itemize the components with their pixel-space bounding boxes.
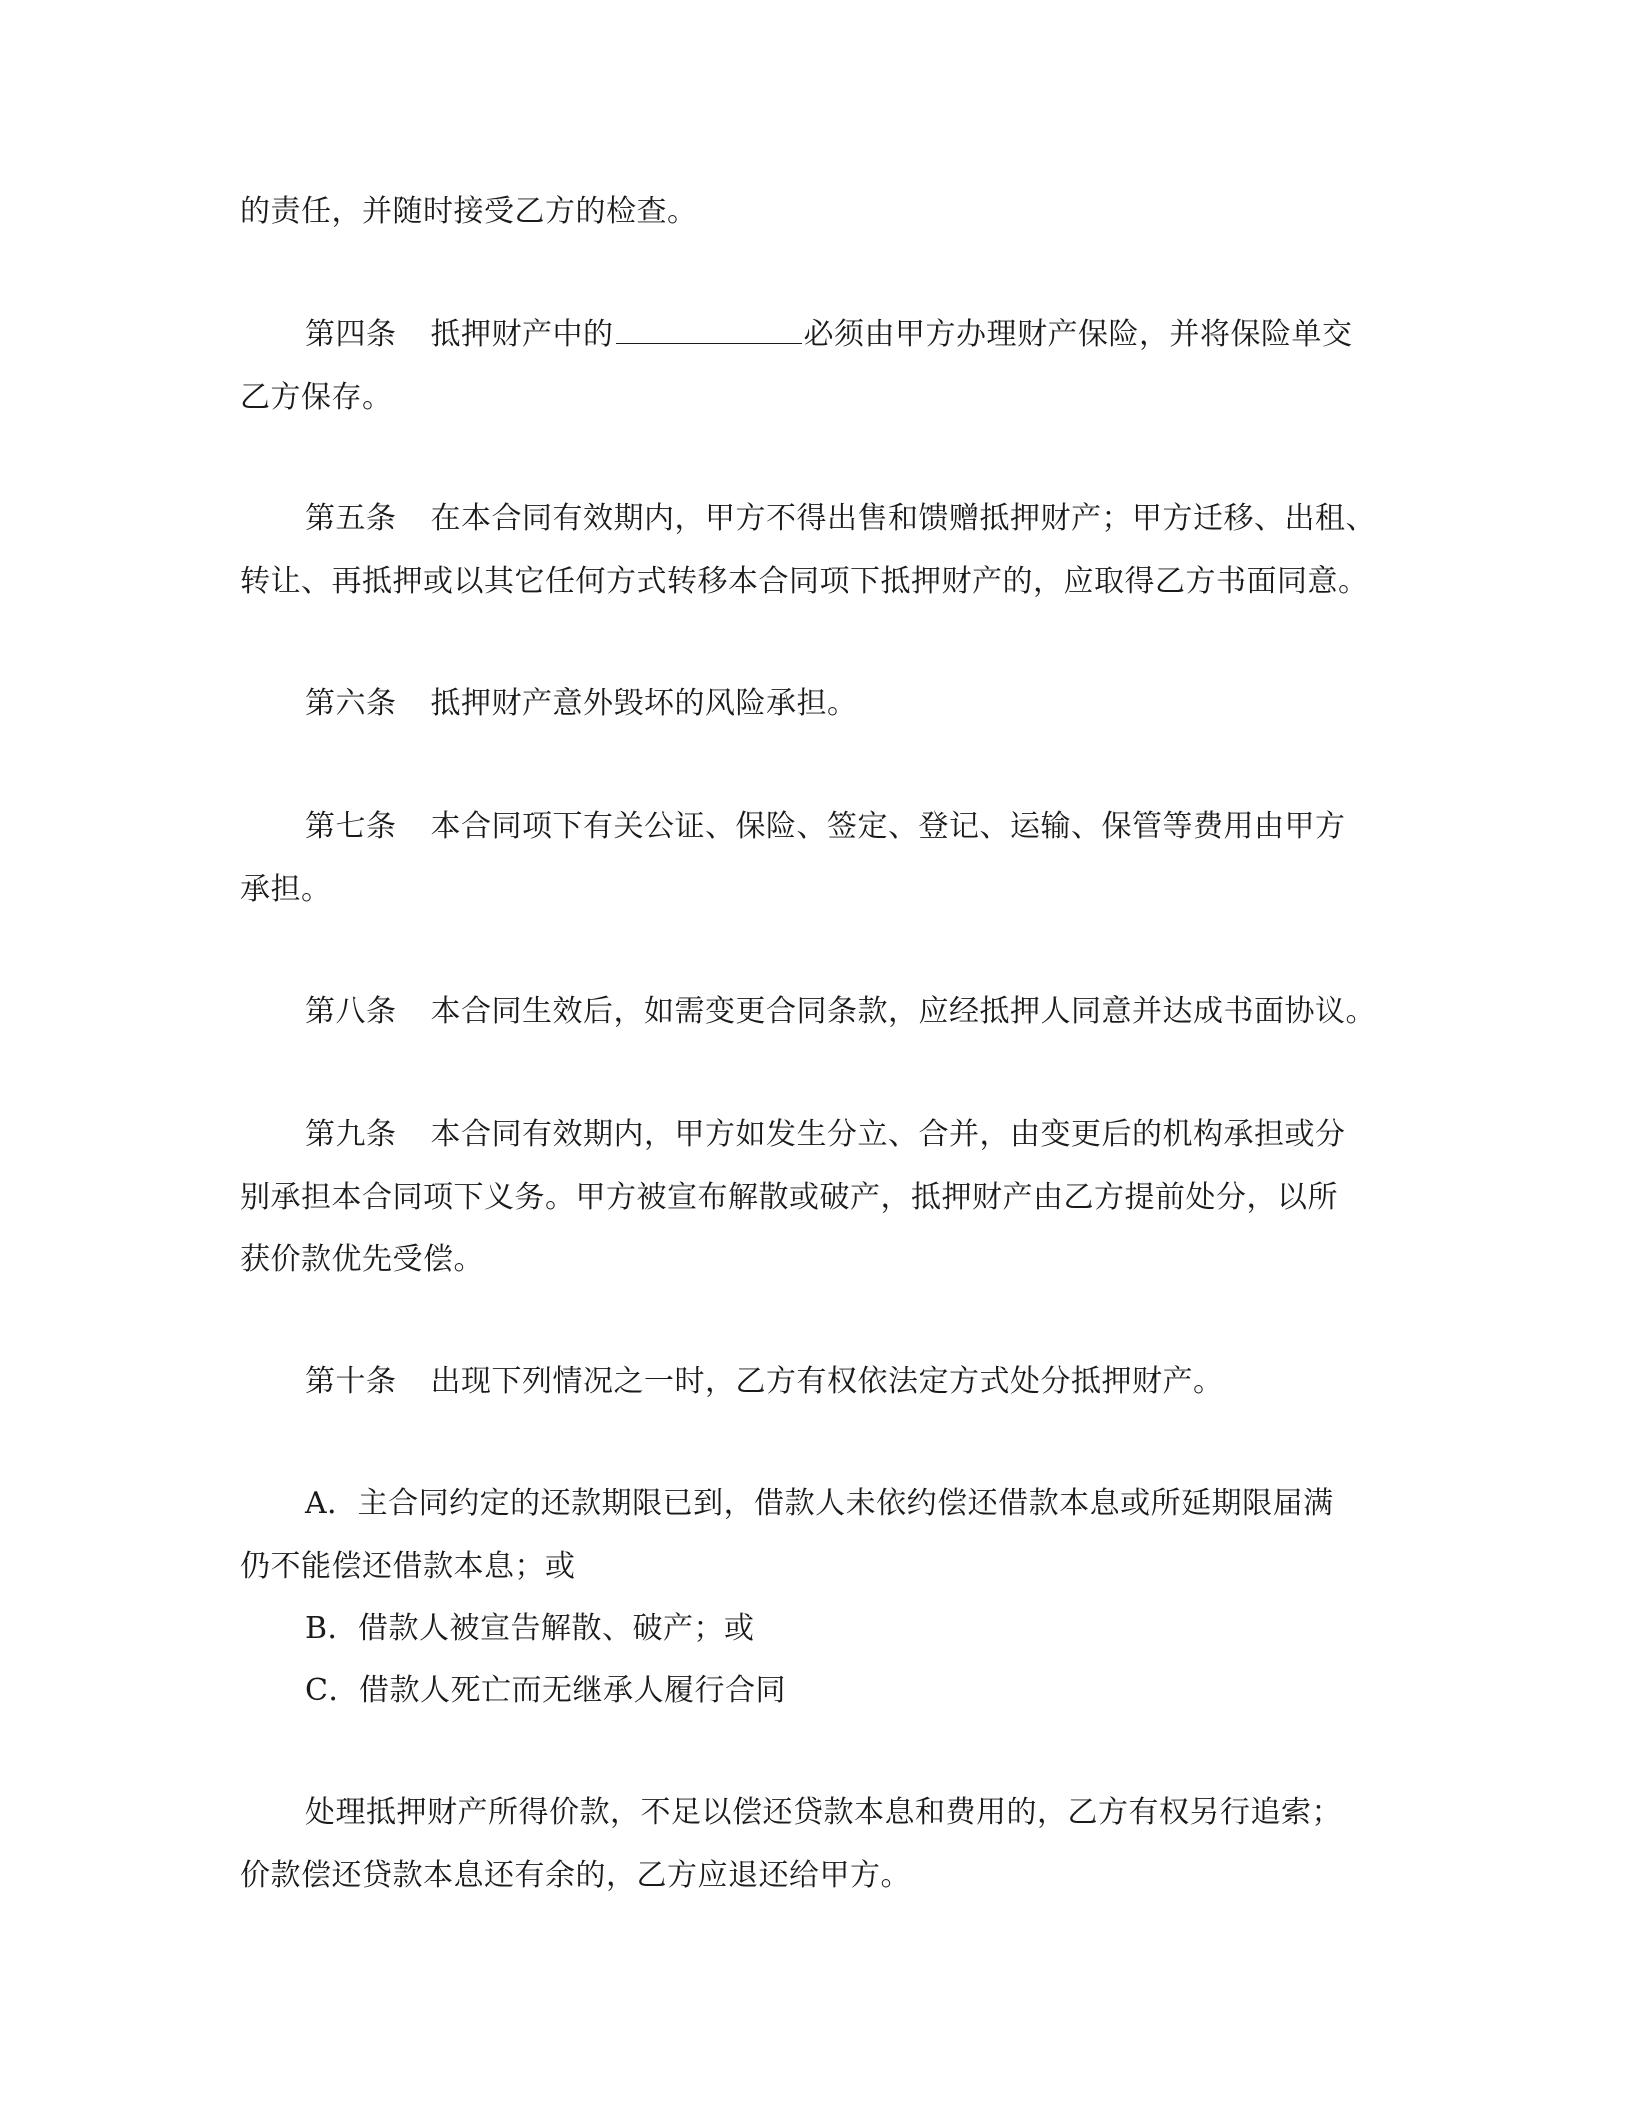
article-9	[305, 1115, 1390, 1155]
text-line: 出现下列情况之一时，乙方有权依法定方式处分抵押财产。	[430, 1364, 1224, 1399]
fill-in-blank	[616, 315, 802, 344]
text-line: 转让、再抵押或以其它任何方式转移本合同项下抵押财产的，应取得乙方书面同意。	[240, 564, 1369, 599]
text-line: C．借款人死亡而无继承人履行合同	[305, 1673, 786, 1708]
article-5	[305, 499, 1390, 539]
text-line: 抵押财产意外毁坏的风险承担。	[430, 686, 858, 721]
article-label: 第六条	[305, 686, 397, 721]
final-paragraph	[305, 1793, 1390, 1833]
article-label: 第十条	[305, 1364, 397, 1399]
article-10	[305, 1362, 1390, 1402]
article-4-line-2	[240, 378, 1390, 418]
article-9-line-2	[240, 1178, 1390, 1218]
paragraph-continuation	[240, 192, 1390, 232]
article-8	[305, 992, 1390, 1032]
article-5-line-2	[240, 562, 1390, 602]
article-7	[305, 807, 1390, 847]
article-label: 第四条	[305, 317, 397, 352]
text-line: 别承担本合同项下义务。甲方被宣布解散或破产，抵押财产由乙方提前处分，以所	[240, 1180, 1338, 1215]
article-9-line-3	[240, 1240, 1390, 1280]
text-line: 的责任，并随时接受乙方的检查。	[240, 194, 698, 229]
text-line: 本合同生效后，如需变更合同条款，应经抵押人同意并达成书面协议。	[430, 994, 1376, 1029]
text-line: B．借款人被宣告解散、破产；或	[305, 1611, 755, 1646]
text-line: 在本合同有效期内，甲方不得出售和馈赠抵押财产；甲方迁移、出租、	[430, 501, 1376, 536]
article-6	[305, 684, 1390, 724]
item-c	[305, 1671, 1390, 1711]
text-line: 仍不能偿还借款本息；或	[240, 1549, 576, 1584]
text-line: 乙方保存。	[240, 380, 393, 415]
article-4	[305, 315, 1390, 355]
text-line: 本合同项下有关公证、保险、签定、登记、运输、保管等费用由甲方	[430, 809, 1346, 844]
text-line: 本合同有效期内，甲方如发生分立、合并，由变更后的机构承担或分	[430, 1117, 1346, 1152]
item-a-line-2	[240, 1547, 1390, 1587]
item-b	[305, 1609, 1390, 1649]
text-line: 承担。	[240, 872, 332, 907]
article-label: 第九条	[305, 1117, 397, 1152]
article-label: 第七条	[305, 809, 397, 844]
text-line: 价款偿还贷款本息还有余的，乙方应退还给甲方。	[240, 1858, 911, 1893]
text-line: 必须由甲方办理财产保险，并将保险单交	[803, 317, 1353, 352]
text-line: 获价款优先受偿。	[240, 1242, 484, 1277]
final-paragraph-line-2	[240, 1856, 1390, 1896]
text-line: 抵押财产中的	[430, 317, 614, 352]
article-7-line-2	[240, 870, 1390, 910]
text-line: A．主合同约定的还款期限已到，借款人未依约偿还借款本息或所延期限届满	[305, 1486, 1334, 1521]
text-line: 处理抵押财产所得价款，不足以偿还贷款本息和费用的，乙方有权另行追索；	[305, 1795, 1342, 1830]
article-label: 第五条	[305, 501, 397, 536]
article-label: 第八条	[305, 994, 397, 1029]
item-a	[305, 1484, 1390, 1524]
